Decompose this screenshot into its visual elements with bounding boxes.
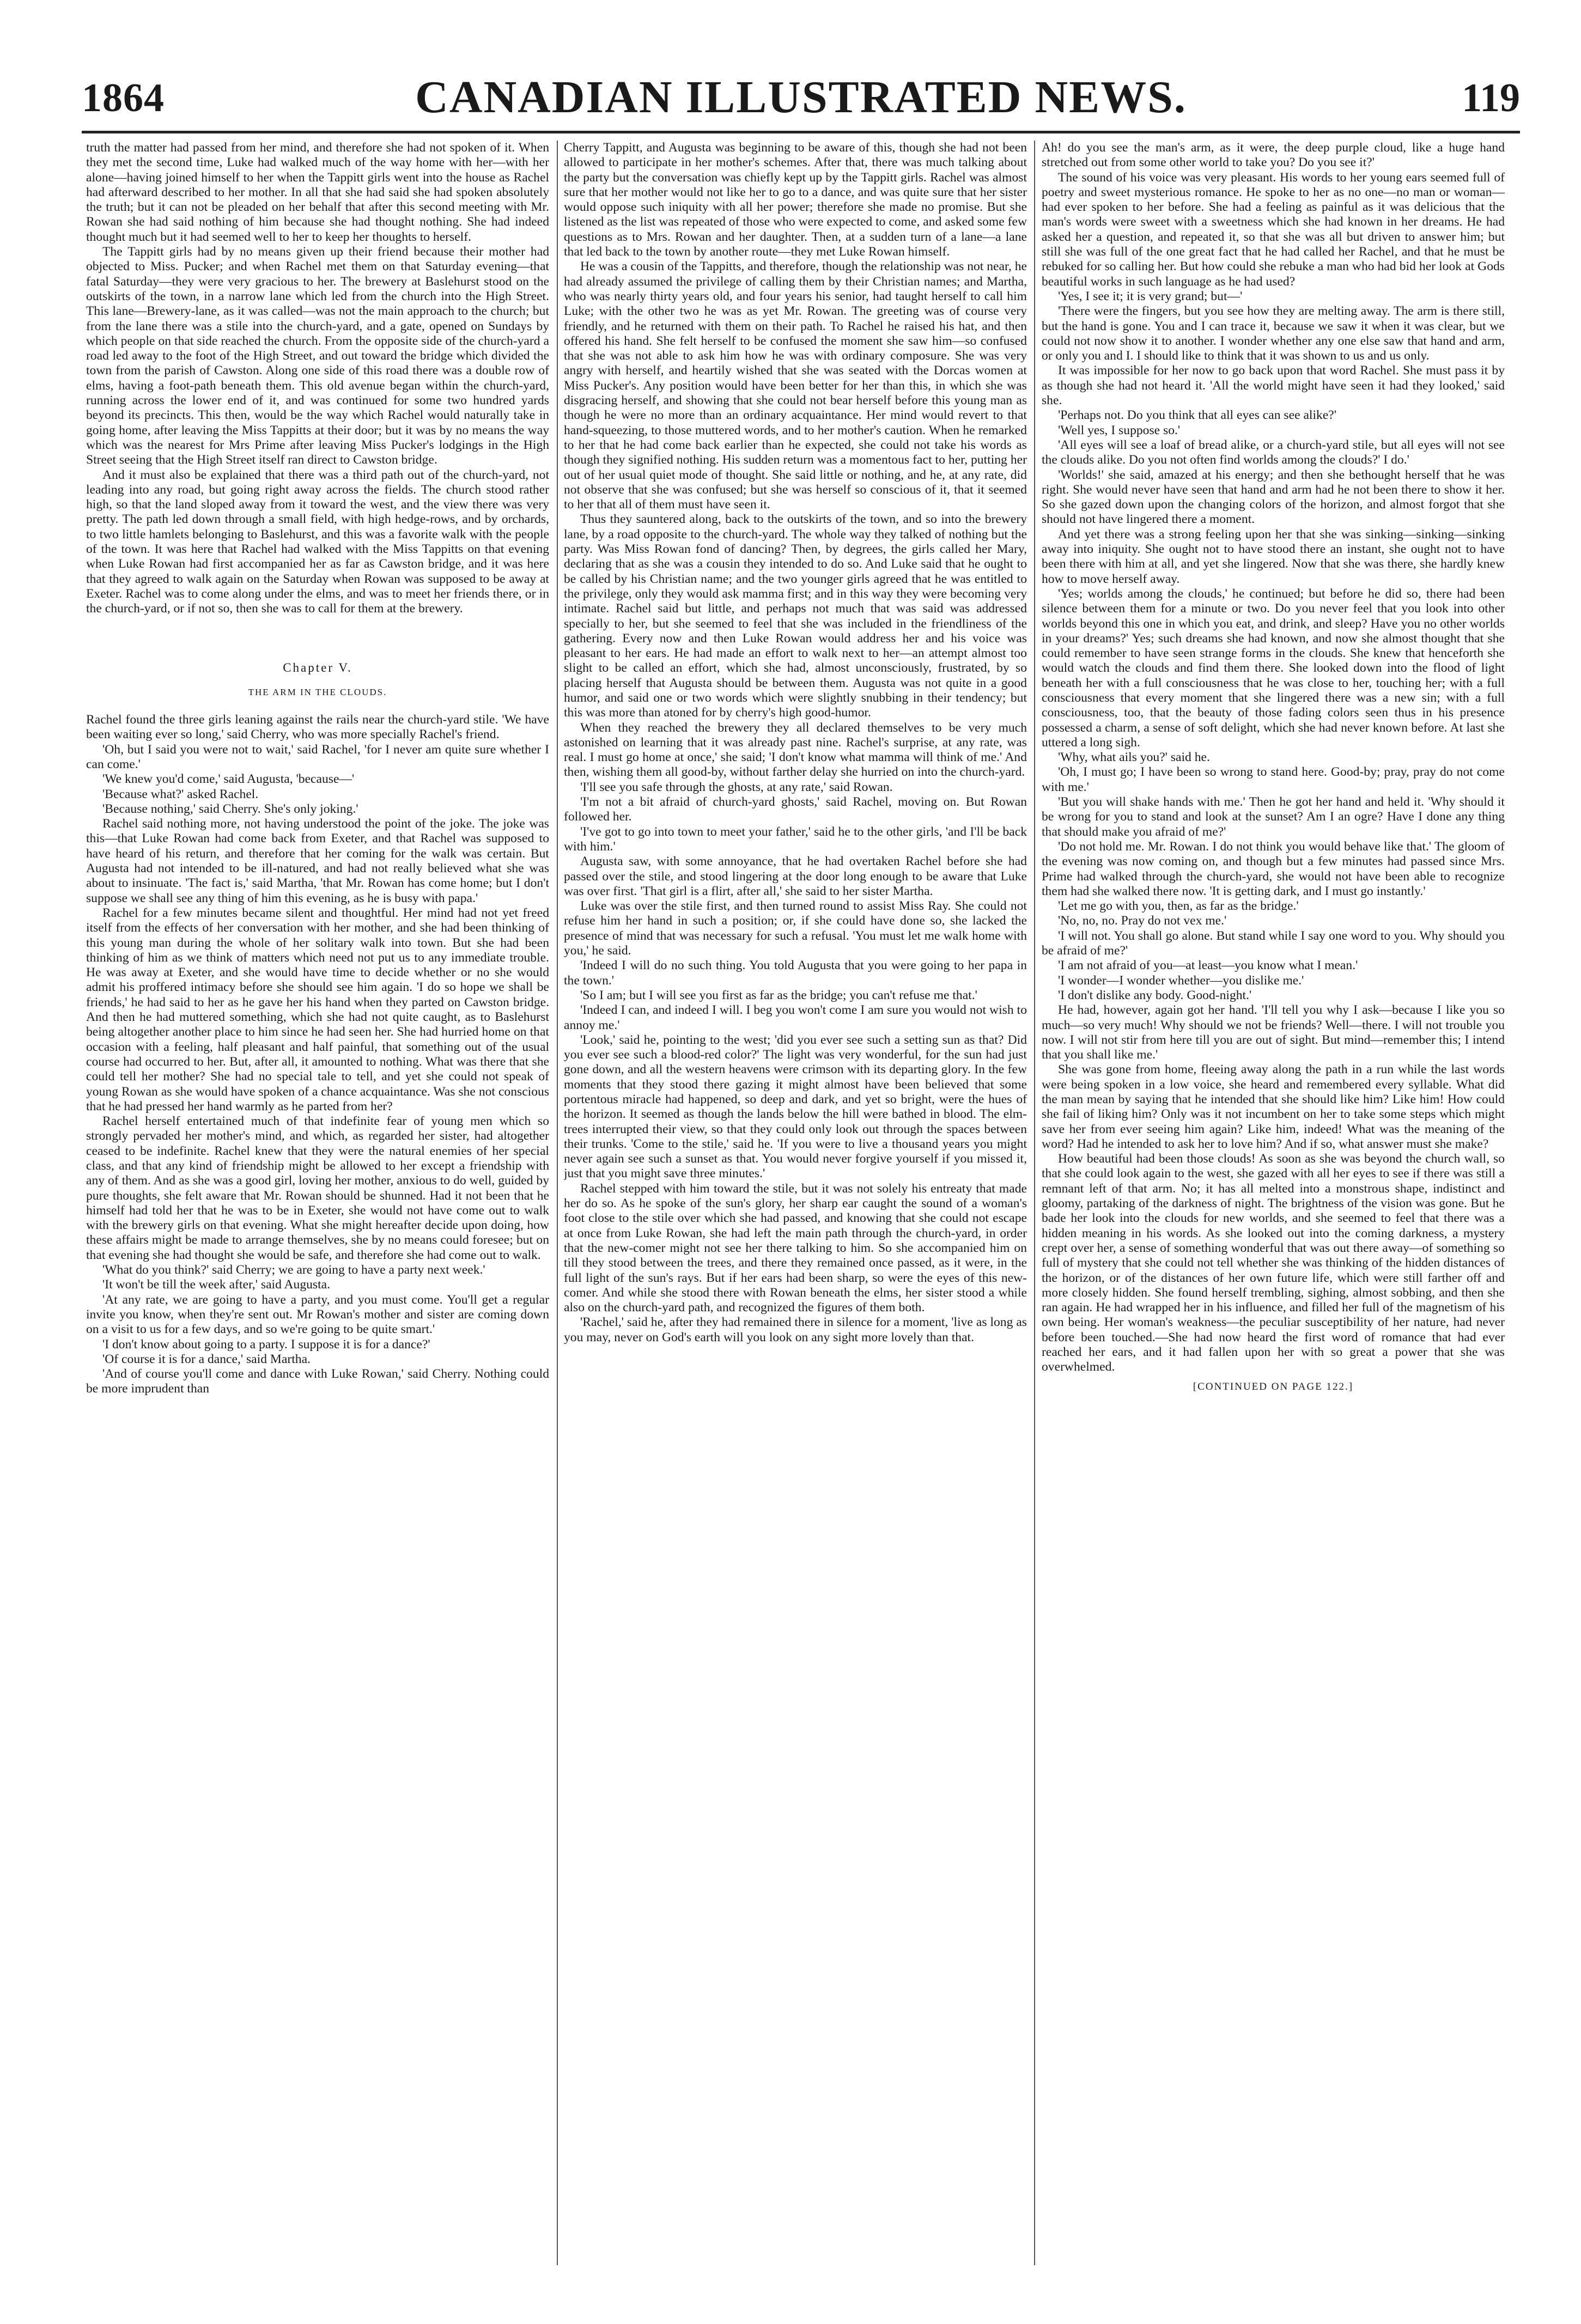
paragraph: 'Because what?' asked Rachel. [102, 787, 259, 801]
header-rule [82, 131, 1520, 133]
paragraph: truth the matter had passed from her mind, and therefore she had not spoken of it. When they met the second time, Luke had walked much of the way home with her—with her alone—having joined himself to her when the Tappitt girls went into the house as Rachel had afterward described to her mother. In all that she had said she had spoken absolutely the truth; but it can not be pleaded on her behalf that after this second meeting with Mr. Rowan she had said nothing of him because she had thought nothing. She had indeed thought much but it had seemed well to her to keep her thoughts to herself. [86, 141, 549, 244]
paragraph: And it must also be explained that there was a third path out of the church-yard, not leading into any road, but going right away across the fields. The church stood rather high, so that the land sloped away from it toward the west, and the view there was very pretty. The path led down through a small field, with high hedge-rows, and by orchards, to two little hamlets belonging to Baslehurst, and this was a favorite walk with the people of the town. It was here that Rachel had walked with the Miss Tappitts on that evening when Luke Rowan had first accompanied her as far as Cawston bridge, and it was here that they agreed to walk again on the Saturday when Rowan was supposed to be away at Exeter. Rachel was to come along under the elms, and was to meet her friends there, or in the church-yard, or if not so, then she was to call for them at the brewery. [86, 467, 549, 616]
column-divider [557, 141, 558, 2265]
column-divider [1034, 141, 1035, 2265]
paragraph: He was a cousin of the Tappitts, and therefore, though the relationship was not near, he had already assumed the privilege of calling them by their Christian names; and Martha, who was nearly thirty years old, and four years his senior, had taught herself to call him Luke; with the other two he was as yet Mr. Rowan. The greeting was of course very friendly, and he returned with them on their path. To Rachel he raised his hat, and then offered his hand. She felt herself to be confused the moment she saw him—so confused that she was not able to ask him how he was with ordinary composure. She was very angry with herself, and heartily wished that she was seated with the Dorcas women at Miss Pucker's. Any position would have been better for her than this, in which she was disgracing herself, and showing that she could not bear herself before this young man as though he were no more than an ordinary acquaintance. Her mind would revert to that hand-squeezing, to those muttered words, and to her mother's caution. When he remarked to her that he had come back earlier than he expected, she could not take his words as though they signified nothing. His sudden return was a momentous fact to her, putting her out of her usual quiet mode of thought. She said little or nothing, and he, at any rate, did not observe that she was confused; but she was herself so conscious of it, that it seemed to her that all of them must have seen it. [564, 259, 1027, 512]
paragraph: 'I'm not a bit afraid of church-yard ghosts,' said Rachel, moving on. But Rowan followed her. [564, 795, 1027, 824]
column-3-body [1042, 141, 1505, 1375]
continued-notice: [CONTINUED ON PAGE 122.] [1193, 1380, 1354, 1392]
paragraph: 'I wonder—I wonder whether—you dislike me.' [1058, 973, 1304, 988]
paragraph: Thus they sauntered along, back to the outskirts of the town, and so into the brewery lane, by a road opposite to the church-yard. The whole way they talked of nothing but the party. Was Miss Rowan fond of dancing? Then, by degrees, the girls called her Mary, declaring that as she was a cousin they intended to do so. And Luke said that he ought to be called by his Christian name; and the two younger girls agreed that he was entitled to the privilege, only they would ask mamma first; and in this way they were becoming very intimate. Rachel said but little, and perhaps not much that was said was addressed specially to her, but she seemed to feel that she was included in the friendliness of the gathering. Every now and then Luke Rowan would address her and his voice was pleasant to her ears. He had made an effort to walk next to her—an attempt almost too slight to be called an effort, which she had, almost unconsciously, frustrated, by so placing herself that Augusta should be between them. Augusta was not quite in a good humor, and said one or two words which were slightly snubbing in their tendency; but this was more than atoned for by cherry's high good-humor. [564, 512, 1027, 720]
paragraph: And yet there was a strong feeling upon her that she was sinking—sinking—sinking away into iniquity. She ought not to have stood there an instant, she ought not to have been there with him at all, and yet she lingered. Now that she was there, she hardly knew how to move herself away. [1042, 527, 1505, 586]
paragraph: 'Yes; worlds among the clouds,' he continued; but before he did so, there had been silence between them for a minute or two. Do you never feel that you look into other worlds beyond this one in which you eat, and drink, and sleep? Have you no other worlds in your dreams?' Yes; such dreams she had known, and now she almost thought that she could remember to have seen strange forms in the clouds. She knew that henceforth she would watch the clouds and find them there. She looked down into the flood of light beneath her with a full consciousness that he was close to her, touching her; with a full consciousness that every moment that she lingered there was a new sin; with a full consciousness, too, that the beauty of those fading colors seen thus in his presence possessed a charm, a sense of soft delight, which she had never known before. At last she uttered a long sigh. [1042, 586, 1505, 750]
paragraph: Rachel for a few minutes became silent and thoughtful. Her mind had not yet freed itself from the effects of her conversation with her mother, and she had been thinking of this young man during the whole of her solitary walk into town. But she had been thinking of him as we think of matters which need not put us to any immediate trouble. He was away at Exeter, and she would have time to decide whether or no she would admit his proffered intimacy before she should see him again. 'I do so hope we shall be friends,' he had said to her as he gave her his hand when they parted on Cawston bridge. And then he had muttered something, which she had not quite caught, as to Baslehurst being altogether another place to him since he had seen her. She had hurried home on that occasion with a feeling, half pleasant and half painful, that something out of the usual course had occurred to her. But, after all, it amounted to nothing. What was there that she could tell her mother? She had no special tale to tell, and yet she could not speak of young Rowan as she would have spoken of a chance acquaintance. Was she not conscious that he had pressed her hand warmly as he parted from her? [86, 905, 549, 1114]
paragraph: 'Well yes, I suppose so.' [1058, 423, 1181, 437]
paragraph: 'Indeed I can, and indeed I will. I beg you won't come I am sure you would not wish to annoy me.' [564, 1003, 1027, 1032]
paragraph: The sound of his voice was very pleasant. His words to her young ears seemed full of poetry and sweet mysterious romance. He spoke to her as no one—no man or woman—had ever spoken to her before. She had a feeling as painful as it was delicious that the man's words were sweet with a sweetness which she had known in her dreams. He had asked her a question, and repeated it, so that she was all but driven to answer him; but still she was full of the one great fact that he had called her Rachel, and that he must be rebuked for so calling her. But how could she rebuke a man who had bid her look at Gods beautiful works in such language as he had used? [1042, 170, 1505, 289]
paragraph: 'All eyes will see a loaf of bread alike, or a church-yard stile, but all eyes will not see the clouds alike. Do you not often find worlds among the clouds?' I do.' [1042, 437, 1505, 467]
paragraph: 'We knew you'd come,' said Augusta, 'because—' [102, 772, 355, 787]
paragraph: 'Worlds!' she said, amazed at his energy; and then she bethought herself that he was right. She would never have seen that hand and arm had he not been there to show it her. So she gazed down upon the changing colors of the horizon, and almost forgot that she should not have lingered there a moment. [1042, 467, 1505, 527]
paragraph: 'I don't dislike any body. Good-night.' [1058, 988, 1252, 1002]
paragraph: 'I don't know about going to a party. I suppose it is for a dance?' [102, 1337, 430, 1352]
paragraph: 'But you will shake hands with me.' Then he got her hand and held it. 'Why should it be wrong for you to stand and look at the sunset? Am I an ogre? Have I done any thing that should make you afraid of me?' [1042, 795, 1505, 839]
paragraph: 'Rachel,' said he, after they had remained there in silence for a moment, 'live as long as you may, never on God's earth will you look on any sight more lovely than that. [564, 1315, 1027, 1344]
paragraph: 'And of course you'll come and dance with Luke Rowan,' said Cherry. Nothing could be more imprudent than [86, 1367, 549, 1396]
chapter-heading: Chapter V. [283, 660, 352, 674]
paragraph: 'I am not afraid of you—at least—you know what I mean.' [1058, 958, 1358, 973]
publication-title: CANADIAN ILLUSTRATED NEWS. [415, 72, 1187, 123]
paragraph: It was impossible for her now to go back upon that word Rachel. She must pass it by as though she had not heard it. 'All the world might have seen it had they looked,' said she. [1042, 363, 1505, 408]
paragraph: 'Let me go with you, then, as far as the bridge.' [1058, 899, 1299, 914]
paragraph: 'I will not. You shall go alone. But stand while I say one word to you. Why should you be afraid of me?' [1042, 928, 1505, 958]
paragraph: Rachel stepped with him toward the stile, but it was not solely his entreaty that made her do so. As he spoke of the sun's glory, her sharp ear caught the sound of a woman's foot close to the stile over which she had passed, and knowing that she could not escape at once from Luke Rowan, she had left the main path through the church-yard, in order that the new-comer might not see her there talking to him. So she accompanied him on till they stood between the trees, and there they remained once passed, as it were, in the full light of the sun's rays. But if her ears had been sharp, so were the eyes of this new-comer. And while she stood there with Rowan beneath the elms, her sister stood a while also on the church-yard path, and recognized the figures of them both. [564, 1181, 1027, 1315]
paragraph: Rachel found the three girls leaning against the rails near the church-yard stile. 'We have been waiting ever so long,' said Cherry, who was more specially Rachel's friend. [86, 713, 549, 742]
masthead [82, 71, 1520, 131]
paragraph: Luke was over the stile first, and then turned round to assist Miss Ray. She could not refuse him her hand in such a position; or, if she could have done so, she lacked the presence of mind that was necessary for such a refusal. 'You must let me walk home with you,' he said. [564, 899, 1027, 958]
paragraph: 'At any rate, we are going to have a party, and you must come. You'll get a regular invite you know, when they're sent out. Mr Rowan's mother and sister are coming down on a visit to us for a few days, and so we're going to be quite smart.' [86, 1292, 549, 1337]
column-2-body [564, 141, 1027, 1345]
paragraph: How beautiful had been those clouds! As soon as she was beyond the church wall, so that she could look again to the west, she gazed with all her eyes to see if there was still a remnant left of that arm. No; it has all melted into a monstrous shape, indistinct and gloomy, partaking of the darkness of night. The brightness of the vision was gone. But he bade her look into the clouds for new worlds, and she seemed to feel that there was a hidden meaning in his words. As she looked out into the coming darkness, a mystery crept over her, a sense of something wonderful that was out there away—of something so full of mystery that she could not tell whether she was thinking of the hidden distances of the horizon, or of the distances of her own future life, which were still farther off and more closely hidden. She found herself trembling, sighing, almost sobbing, and then she ran again. He had wrapped her in his influence, and filled her full of the magnetism of his own being. Her woman's weakness—the peculiar susceptibility of her nature, had never before been touched.—She had now heard the first word of romance that had ever reached her ears, and it had fallen upon her with so great a power that she was overwhelmed. [1042, 1152, 1505, 1374]
paragraph: 'Of course it is for a dance,' said Martha. [102, 1352, 311, 1366]
paragraph: 'So I am; but I will see you first as far as the bridge; you can't refuse me that.' [580, 988, 977, 1002]
paragraph: 'Look,' said he, pointing to the west; 'did you ever see such a setting sun as that? Did you ever see such a blood-red color?' The light was very wonderful, for the sun had just gone down, and all the western heavens were crimson with its departing glory. In the few moments that they stood there gazing it might almost have been believed that some portentous miracle had happened, so deep and dark, and yet so bright, were the hues of the horizon. It seemed as though the lands below the hill were bathed in blood. The elm-trees interrupted their view, so that they could only look out through the spaces between their trunks. 'Come to the stile,' said he. 'If you were to live a thousand years you might never again see such a sunset as that. You would never forgive yourself if you missed it, just that you might save three minutes.' [564, 1032, 1027, 1181]
paragraph: Augusta saw, with some annoyance, that he had overtaken Rachel before she had passed over the stile, and stood lingering at the door long enough to be aware that Luke was over first. 'That girl is a flirt, after all,' she said to her sister Martha. [564, 854, 1027, 898]
paragraph: 'Indeed I will do no such thing. You told Augusta that you were going to her papa in the town.' [564, 958, 1027, 988]
paragraph: Cherry Tappitt, and Augusta was beginning to be aware of this, though she had not been allowed to participate in her mother's schemes. After that, there was much talking about the party but the conversation was chiefly kept up by the Tappitt girls. Rachel was almost sure that her mother would not like her to go to a dance, and was quite sure that her sister would oppose such iniquity with all her power; therefore she made no promise. But she listened as the list was repeated of those who were expected to come, and asked some few questions as to Mrs. Rowan and her daughter. Then, at a sudden turn of a lane—a lane that led back to the town by another route—they met Luke Rowan himself. [564, 141, 1027, 259]
paragraph: 'No, no, no. Pray do not vex me.' [1058, 914, 1227, 928]
paragraph: 'Yes, I see it; it is very grand; but—' [1058, 289, 1243, 303]
chapter-subtitle: THE ARM IN THE CLOUDS. [248, 686, 387, 697]
column-1-body [86, 141, 549, 617]
paragraph: The Tappitt girls had by no means given up their friend because their mother had objected to Miss. Pucker; and when Rachel met them on that Saturday evening—that fatal Saturday—they were very gracious to her. The brewery at Baslehurst stood on the outskirts of the town, in a narrow lane which led from the church into the High Street. This lane—Brewery-lane, as it was called—was not the main approach to the church; but from the lane there was a stile into the church-yard, and a gate, opened on Sundays by which people on that side reached the church. From the opposite side of the church-yard a road led away to the foot of the High Street, and out toward the bridge which divided the town from the parish of Cawston. Along one side of this road there was a double row of elms, having a foot-path beneath them. This old avenue began within the church-yard, running across the lower end of it, and was continued for some two hundred yards beyond its precincts. This then, would be the way which Rachel would naturally take in going home, after leaving the Miss Tappitts at their door; but it was by no means the way which was the nearest for Mrs Prime after leaving Miss Pucker's lodgings in the High Street seeing that the High Street itself ran direct to Cawston bridge. [86, 245, 549, 467]
paragraph: 'Oh, but I said you were not to wait,' said Rachel, 'for I never am quite sure whether I can come.' [86, 742, 549, 771]
column-1-chapter-body [86, 713, 549, 1397]
paragraph: 'I've got to go into town to meet your father,' said he to the other girls, 'and I'll be back with him.' [564, 824, 1027, 854]
text-column-1 [86, 141, 549, 2282]
text-column-3 [1042, 141, 1505, 2282]
paragraph: Rachel said nothing more, not having understood the point of the joke. The joke was this—that Luke Rowan had come back from Exeter, and that Rachel was supposed to have heard of his return, and therefore that her coming for the walk was certain. But Augusta had not intended to be ill-natured, and had not really believed what she was about to insinuate. 'The fact is,' said Martha, 'that Mr. Rowan has come home; but I don't suppose we shall see any thing of him this evening, as he is busy with papa.' [86, 817, 549, 905]
paragraph: 'Why, what ails you?' said he. [1058, 750, 1210, 765]
page-number: 119 [1462, 76, 1520, 120]
text-column-2 [564, 141, 1027, 2282]
issue-year: 1864 [82, 76, 165, 120]
paragraph: She was gone from home, fleeing away along the path in a run while the last words were being spoken in a low voice, she heard and remembered every syllable. What did the man mean by saying that he intended that she should like him? Like him! How could she fail of liking him? Only was it not incumbent on her to take some steps which might save her from ever seeing him again? Like him, indeed! What was the meaning of the word? Had he intended to ask her to love him? And if so, what answer must she make? [1042, 1062, 1505, 1151]
paragraph: 'What do you think?' said Cherry; we are going to have a party next week.' [102, 1263, 485, 1277]
paragraph: 'It won't be till the week after,' said Augusta. [102, 1277, 331, 1292]
paragraph: When they reached the brewery they all declared themselves to be very much astonished on learning that it was already past nine. Rachel's surprise, at any rate, was real. I must go home at once,' she said; 'I don't know what mamma will think of me.' And then, wishing them all good-by, without farther delay she hurried on into the church-yard. [564, 720, 1027, 780]
paragraph: 'I'll see you safe through the ghosts, at any rate,' said Rowan. [580, 780, 893, 794]
paragraph: 'Because nothing,' said Cherry. She's only joking.' [102, 801, 358, 816]
paragraph: He had, however, again got her hand. 'I'll tell you why I ask—because I like you so much—so very much! Why should we not be friends? Well—there. I will not trouble you now. I will not stir from here till you are out of sight. But mind—remember this; I intend that you shall like me.' [1042, 1003, 1505, 1062]
paragraph: Ah! do you see the man's arm, as it were, the deep purple cloud, like a huge hand stretched out from some other world to take you? Do you see it?' [1042, 141, 1505, 170]
paragraph: 'There were the fingers, but you see how they are melting away. The arm is there still, but the hand is gone. You and I can trace it, because we saw it when it was clear, but we could not now show it to another. I wonder whether any one else saw that hand and arm, or only you and I. I should like to think that it was shown to us and us only. [1042, 304, 1505, 363]
paragraph: 'Oh, I must go; I have been so wrong to stand here. Good-by; pray, pray do not come with me.' [1042, 765, 1505, 794]
paragraph: 'Perhaps not. Do you think that all eyes can see alike?' [1058, 408, 1337, 423]
paragraph: 'Do not hold me. Mr. Rowan. I do not think you would behave like that.' The gloom of the evening was now coming on, and though but a few minutes had passed since Mrs. Prime had walked through the church-yard, she would not have been able to recognize them had she walked there now. 'It is getting dark, and I must go instantly.' [1042, 839, 1505, 898]
paragraph: Rachel herself entertained much of that indefinite fear of young men which so strongly pervaded her mother's mind, and which, as regarded her sister, had altogether ceased to be indefinite. Rachel knew that they were the natural enemies of her special class, and that any kind of friendship might be allowed to her except a friendship with any of them. And as she was a good girl, loving her mother, anxious to do well, guided by pure thoughts, she felt aware that Mr. Rowan should be shunned. Had it not been that he himself had told her that he was to be in Exeter, she would not have come out to walk with the brewery girls on that evening. What she might hereafter decide upon doing, how these affairs might be made to arrange themselves, she by no means could foresee; but on that evening she had thought she would be safe, and therefore she had come out to walk. [86, 1114, 549, 1262]
